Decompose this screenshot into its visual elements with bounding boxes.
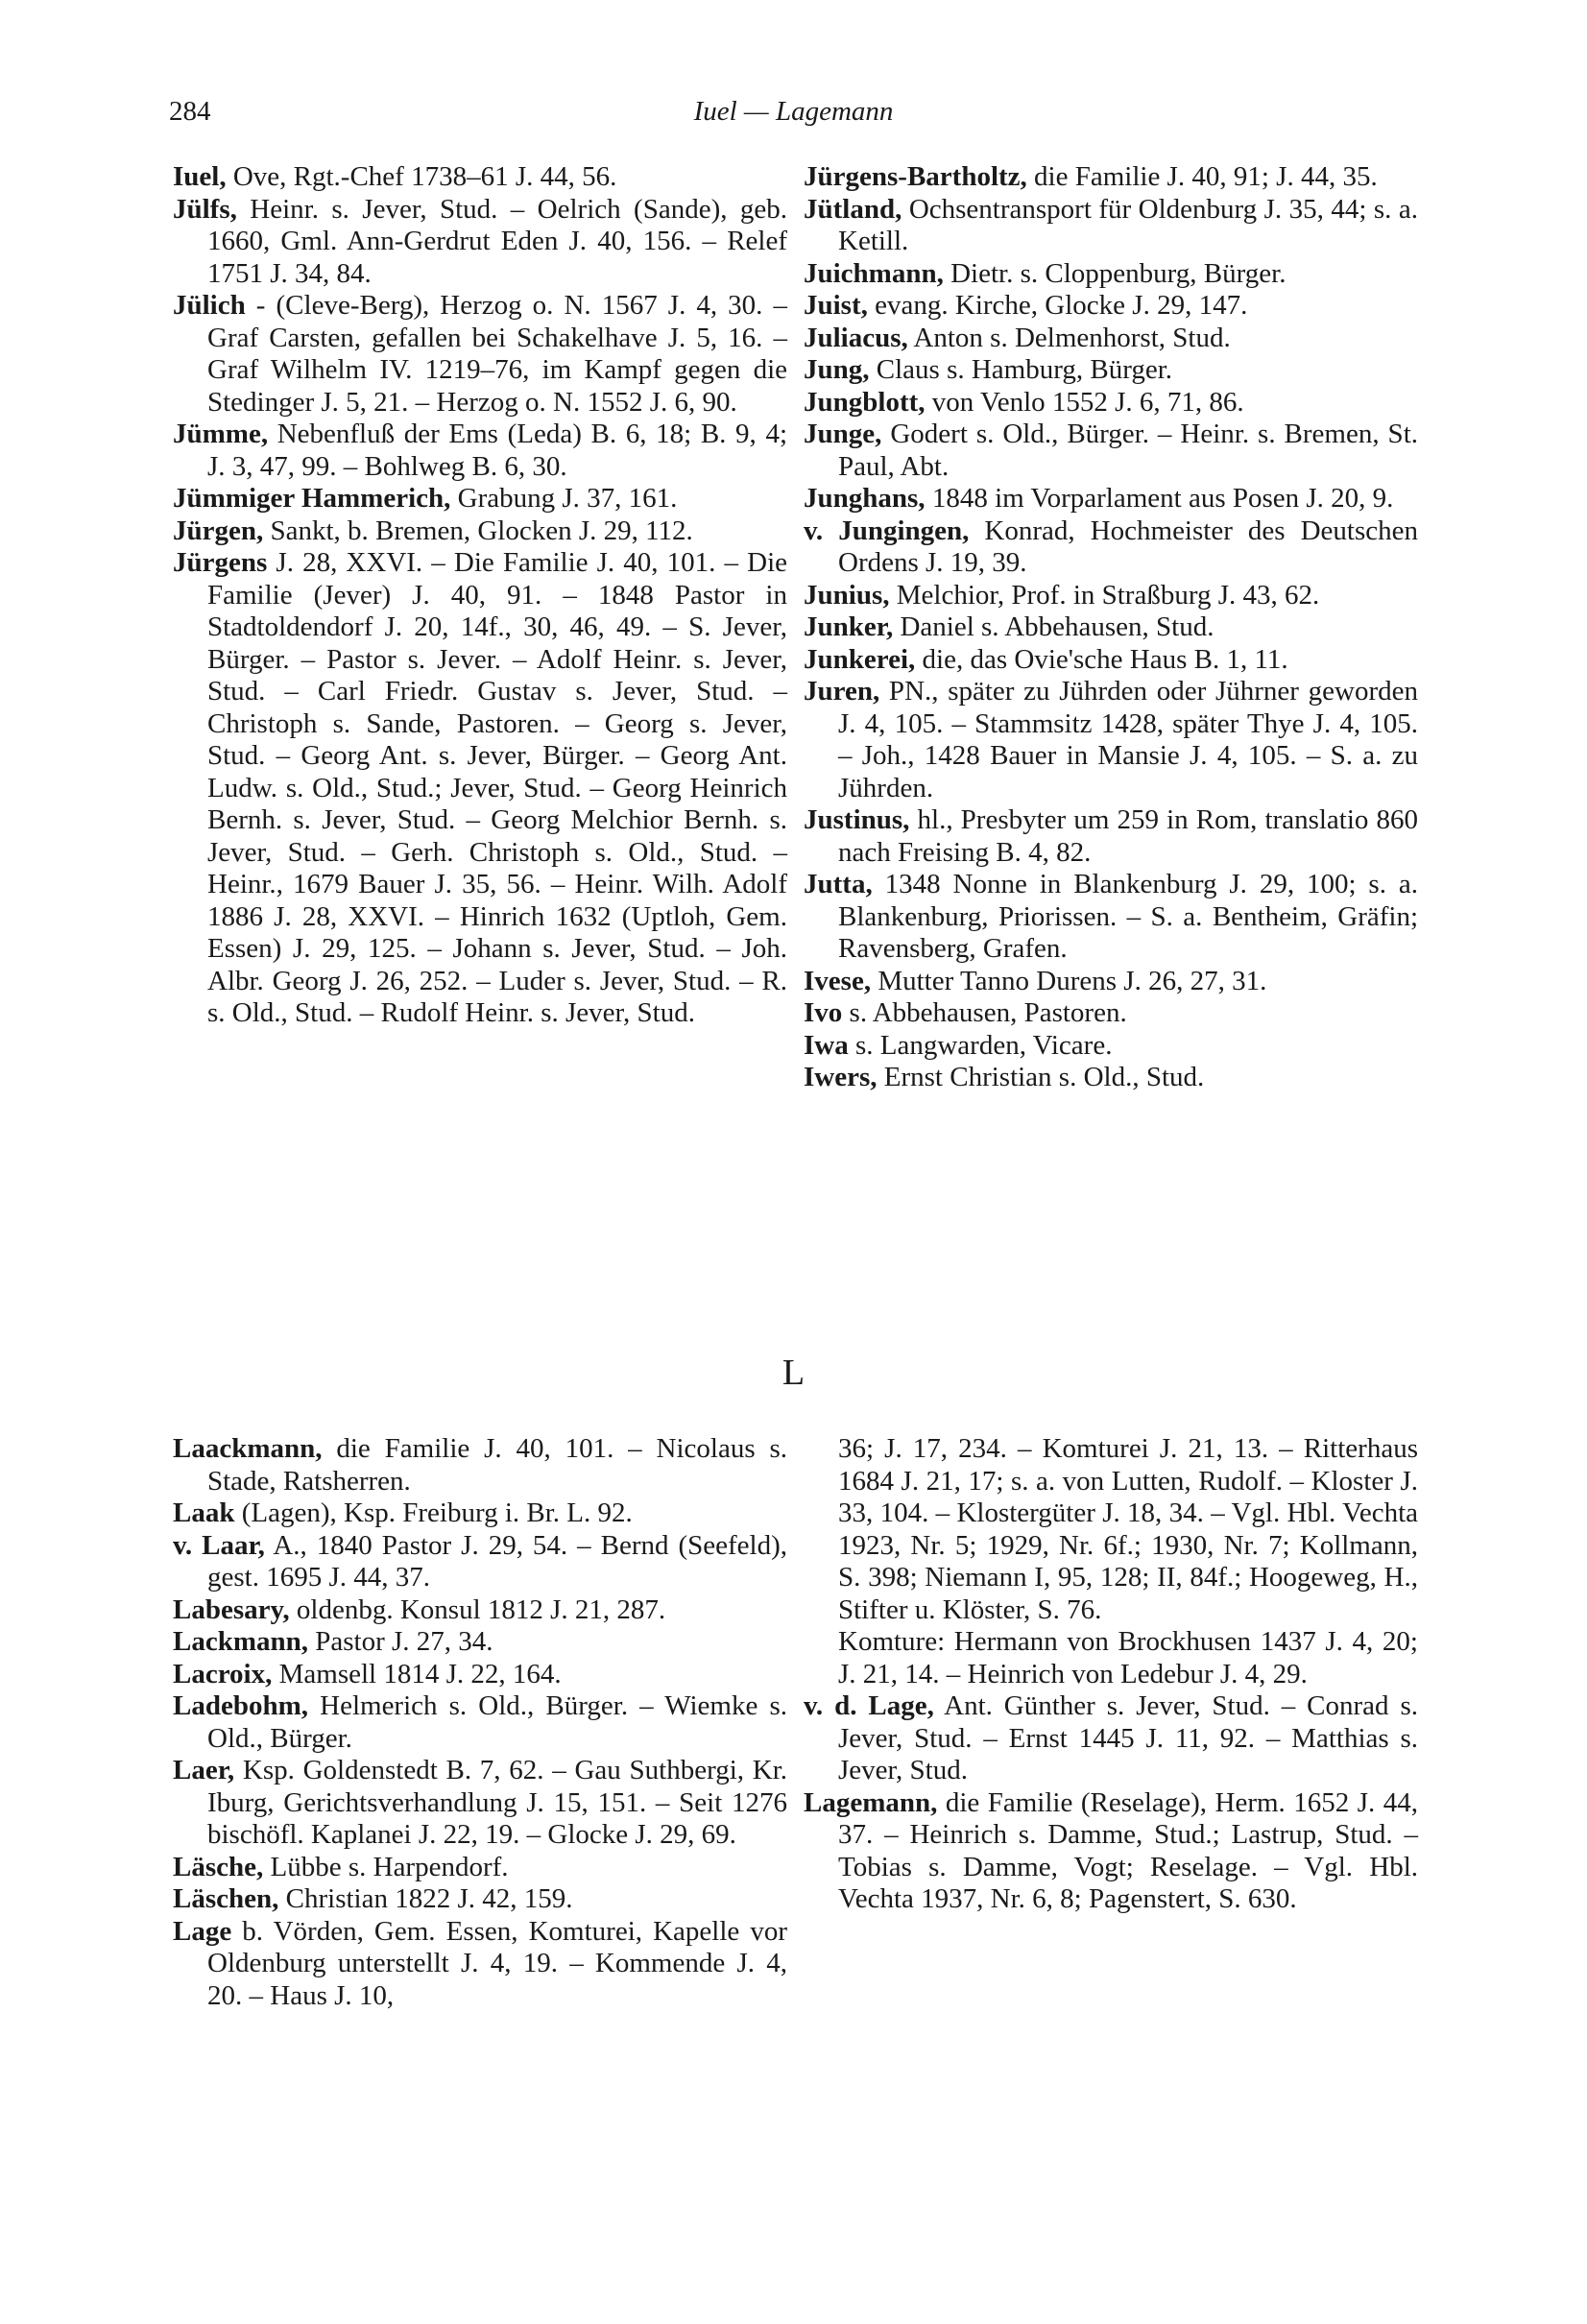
index-column-4: [804, 1433, 1418, 1916]
entry-text: evang. Kirche, Glocke J. 29, 147.: [867, 290, 1248, 321]
index-entry: [173, 547, 787, 1030]
entry-text: Sankt, b. Bremen, Glocken J. 29, 112.: [263, 515, 693, 546]
entry-text: Ksp. Goldenstedt B. 7, 62. – Gau Suthbergi, Kr. Iburg, Gerichtsverhandlung J. 15, 151. – Seit 1276 bischöfl. Kaplanei J. 22, 19. – Glocke J. 29, 69.: [207, 1755, 787, 1850]
entry-text: s. Langwarden, Vicare.: [848, 1029, 1113, 1061]
index-entry: [173, 1594, 787, 1627]
entry-text: 1848 im Vorparlament aus Posen J. 20, 9.: [925, 483, 1394, 514]
entry-term: Lacroix,: [173, 1658, 273, 1689]
entry-term: Laak: [173, 1497, 235, 1528]
entry-text: Grabung J. 37, 161.: [450, 483, 678, 514]
entry-term: Jürgen,: [173, 515, 264, 546]
entry-term: Ivese,: [804, 965, 872, 996]
entry-term: Juren,: [804, 676, 880, 707]
index-entry: [804, 387, 1418, 419]
index-entry: [804, 161, 1418, 194]
index-entry: [804, 1690, 1418, 1787]
entry-text: die Familie J. 40, 91; J. 44, 35.: [1026, 161, 1378, 192]
index-entry: [804, 966, 1418, 998]
index-entry: [173, 161, 787, 194]
entry-text: Pastor J. 27, 34.: [308, 1626, 493, 1657]
index-entry: [804, 515, 1418, 580]
entry-text: oldenbg. Konsul 1812 J. 21, 287.: [289, 1593, 666, 1625]
index-entry: [804, 1626, 1418, 1690]
entry-text: Dietr. s. Cloppenburg, Bürger.: [943, 257, 1286, 289]
entry-term: Jutta,: [804, 869, 873, 899]
entry-term: Ivo: [804, 997, 843, 1028]
entry-term: Ladebohm,: [173, 1690, 309, 1721]
index-entry: [173, 194, 787, 291]
entry-text: Lübbe s. Harpendorf.: [263, 1851, 509, 1882]
entry-text: Melchior, Prof. in Straßburg J. 43, 62.: [889, 579, 1320, 611]
entry-term: Jümme,: [173, 419, 269, 449]
index-entry: [804, 419, 1418, 483]
index-entry: [173, 419, 787, 483]
entry-term: Jümmiger Hammerich,: [173, 483, 451, 514]
entry-text: Daniel s. Abbehausen, Stud.: [893, 611, 1214, 642]
entry-term: Junker,: [804, 611, 894, 642]
index-entry: [173, 1852, 787, 1884]
entry-text: die, das Ovie'sche Haus B. 1, 11.: [915, 643, 1288, 675]
index-entry: [173, 515, 787, 548]
entry-term: v. Laar,: [173, 1529, 265, 1561]
entry-text: (Lagen), Ksp. Freiburg i. Br. L. 92.: [234, 1497, 633, 1528]
index-entry: [173, 1883, 787, 1916]
entry-term: Iwa: [804, 1029, 849, 1061]
entry-text: Godert s. Old., Bürger. – Heinr. s. Bremen, St. Paul, Abt.: [838, 419, 1418, 482]
entry-term: Lage: [173, 1915, 232, 1947]
index-column-2: [804, 161, 1418, 1094]
entry-term: Jürgens: [173, 547, 268, 578]
entry-term: Laer,: [173, 1755, 235, 1785]
index-entry: [173, 1690, 787, 1755]
entry-term: Jülich: [173, 290, 246, 321]
entry-term: Läsche,: [173, 1851, 264, 1882]
entry-text: Helmerich s. Old., Bürger. – Wiemke s. Old., Bürger.: [207, 1690, 787, 1754]
index-entry: [804, 611, 1418, 644]
index-entry: [804, 580, 1418, 612]
entry-term: Jülfs,: [173, 193, 237, 225]
index-entry: [804, 194, 1418, 258]
index-entry: [173, 1626, 787, 1659]
index-entry: [804, 483, 1418, 515]
index-entry: [804, 1030, 1418, 1063]
index-entry: [804, 323, 1418, 355]
entry-text: Komture: Hermann von Brockhusen 1437 J. 4, 20; J. 21, 14. – Heinrich von Ledebur J. 4, 29.: [838, 1626, 1418, 1689]
entry-term: Jürgens-Bartholtz,: [804, 161, 1027, 192]
index-entry: [173, 1433, 787, 1497]
index-entry: [173, 483, 787, 515]
index-entry: [804, 258, 1418, 291]
entry-term: Junkerei,: [804, 643, 916, 675]
entry-term: Juist,: [804, 290, 868, 321]
entry-text: Ant. Günther s. Jever, Stud. – Conrad s. Jever, Stud. – Ernst 1445 J. 11, 92. – Matthias s. Jever, Stud.: [838, 1690, 1418, 1785]
entry-term: Junius,: [804, 579, 890, 611]
index-entry: [173, 290, 787, 419]
entry-text: Claus s. Hamburg, Bürger.: [869, 354, 1173, 385]
entry-term: v. Jungingen,: [804, 515, 970, 546]
index-entry: [804, 1062, 1418, 1094]
entry-text: A., 1840 Pastor J. 29, 54. – Bernd (Seefeld), gest. 1695 J. 44, 37.: [207, 1529, 787, 1593]
entry-text: J. 28, XXVI. – Die Familie J. 40, 101. – Die Familie (Jever) J. 40, 91. – 1848 Pastor in Stadtoldendorf J. 20, 14f., 30, 46, 49. – S. Jever, Bürger. – Pastor s. Jever. – Adolf Heinr. s. Jever, Stud. – Carl Friedr. Gustav s. Jever, Stud. – Christoph s. Sande, Pastoren. – Georg s. Jever, Stud. – Georg Ant. s. Jever, Bürger. – Georg Ant. Ludw. s. Old., Stud.; Jever, Stud. – Georg Heinrich Bernh. s. Jever, Stud. – Georg Melchior Bernh. s. Jever, Stud. – Gerh. Christoph s. Old., Stud. – Heinr., 1679 Bauer J. 35, 56. – Heinr. Wilh. Adolf 1886 J. 28, XXVI. – Hinrich 1632 (Uptloh, Gem. Essen) J. 29, 125. – Johann s. Jever, Stud. – Joh. Albr. Georg J. 26, 252. – Luder s. Jever, Stud. – R. s. Old., Stud. – Rudolf Heinr. s. Jever, Stud.: [207, 547, 787, 1028]
entry-text: Christian 1822 J. 42, 159.: [278, 1883, 573, 1914]
entry-term: Junge,: [804, 419, 882, 449]
entry-text: Mamsell 1814 J. 22, 164.: [272, 1658, 562, 1689]
entry-term: Lagemann,: [804, 1786, 938, 1818]
index-column-1: [173, 161, 787, 1030]
index-entry: [804, 1787, 1418, 1916]
index-entry: [173, 1530, 787, 1594]
entry-term: Lackmann,: [173, 1626, 309, 1657]
page-number: 284: [169, 96, 211, 127]
entry-term: Laackmann,: [173, 1433, 323, 1464]
entry-text: b. Vörden, Gem. Essen, Komturei, Kapelle vor Oldenburg unterstellt J. 4, 19. – Kommende J. 4, 20. – Haus J. 10,: [207, 1915, 787, 2011]
index-entry: [804, 804, 1418, 869]
index-entry: [804, 997, 1418, 1030]
entry-text: die Familie (Reselage), Herm. 1652 J. 44, 37. – Heinrich s. Damme, Stud.; Lastrup, Stud. – Tobias s. Damme, Vogt; Reselage. – Vgl. Hbl. Vechta 1937, Nr. 6, 8; Pagenstert, S. 630.: [838, 1786, 1418, 1914]
entry-text: 36; J. 17, 234. – Komturei J. 21, 13. – Ritterhaus 1684 J. 21, 17; s. a. von Lutten, Rudolf. – Kloster J. 33, 104. – Klostergüter J. 18, 34. – Vgl. Hbl. Vechta 1923, Nr. 5; 1929, Nr. 6f.; 1930, Nr. 7; Kollmann, S. 398; Niemann I, 95, 128; II, 84f.; Hoogeweg, H., Stifter u. Klöster, S. 76.: [838, 1433, 1418, 1625]
index-entry: [173, 1497, 787, 1530]
index-entry: [173, 1755, 787, 1852]
entry-text: die Familie J. 40, 101. – Nicolaus s. Stade, Ratsherren.: [207, 1433, 787, 1497]
index-entry: [804, 869, 1418, 966]
entry-text: Ernst Christian s. Old., Stud.: [877, 1062, 1205, 1092]
index-entry: [804, 1433, 1418, 1626]
entry-text: Ove, Rgt.-Chef 1738–61 J. 44, 56.: [226, 161, 617, 192]
running-header: Iuel — Lagemann: [693, 96, 894, 127]
entry-term: Läschen,: [173, 1883, 279, 1914]
entry-term: Juliacus,: [804, 322, 908, 353]
entry-text: Ochsentransport für Oldenburg J. 35, 44; s. a. Ketill.: [838, 193, 1418, 256]
index-column-3: [173, 1433, 787, 2012]
entry-text: Nebenfluß der Ems (Leda) B. 6, 18; B. 9, 4; J. 3, 47, 99. – Bohlweg B. 6, 30.: [207, 419, 787, 482]
entry-term: Jütland,: [804, 193, 902, 225]
index-entry: [804, 290, 1418, 323]
entry-text: 1348 Nonne in Blankenburg J. 29, 100; s. a. Blankenburg, Priorissen. – S. a. Bentheim, Gräfin; Ravensberg, Grafen.: [838, 869, 1418, 964]
entry-term: Iwers,: [804, 1062, 878, 1092]
entry-term: Jung,: [804, 354, 870, 385]
entry-text: von Venlo 1552 J. 6, 71, 86.: [925, 386, 1244, 418]
entry-term: v. d. Lage,: [804, 1690, 934, 1721]
entry-text: Mutter Tanno Durens J. 26, 27, 31.: [871, 965, 1267, 996]
entry-text: - (Cleve-Berg), Herzog o. N. 1567 J. 4, 30. – Graf Carsten, gefallen bei Schakelhave J. 5, 16. – Graf Wilhelm IV. 1219–76, im Kampf gegen die Stedinger J. 5, 21. – Herzog o. N. 1552 J. 6, 90.: [207, 290, 787, 418]
entry-term: Justinus,: [804, 804, 910, 835]
index-entry: [804, 676, 1418, 804]
entry-term: Labesary,: [173, 1593, 290, 1625]
section-letter: L: [781, 1353, 806, 1393]
entry-text: Heinr. s. Jever, Stud. – Oelrich (Sande), geb. 1660, Gml. Ann-Gerdrut Eden J. 40, 156. – Relef 1751 J. 34, 84.: [207, 193, 787, 289]
index-entry: [173, 1916, 787, 2013]
entry-term: Iuel,: [173, 161, 227, 192]
index-entry: [804, 644, 1418, 677]
entry-text: hl., Presbyter um 259 in Rom, translatio 860 nach Freising B. 4, 82.: [838, 804, 1418, 868]
entry-term: Jungblott,: [804, 386, 926, 418]
entry-text: Anton s. Delmenhorst, Stud.: [907, 322, 1231, 353]
index-entry: [804, 354, 1418, 387]
entry-text: s. Abbehausen, Pastoren.: [842, 997, 1127, 1028]
index-entry: [173, 1659, 787, 1691]
entry-term: Juichmann,: [804, 257, 944, 289]
entry-text: PN., später zu Jührden oder Jührner geworden J. 4, 105. – Stammsitz 1428, später Thye J. 4, 105. – Joh., 1428 Bauer in Mansie J. 4, 105. – S. a. zu Jührden.: [838, 676, 1418, 803]
entry-text: Konrad, Hochmeister des Deutschen Ordens J. 19, 39.: [838, 515, 1419, 578]
entry-term: Junghans,: [804, 483, 926, 514]
